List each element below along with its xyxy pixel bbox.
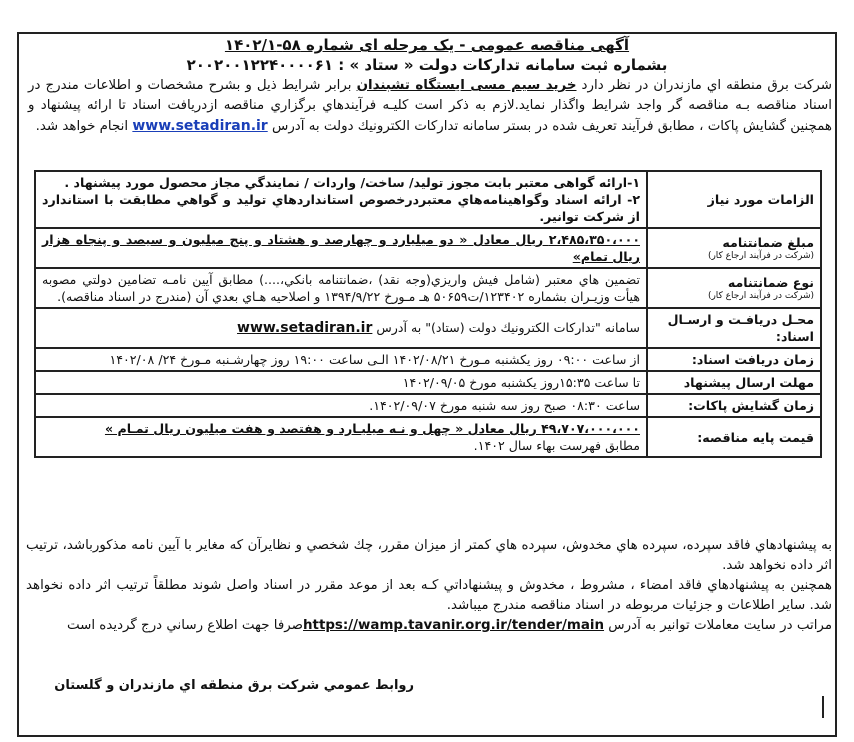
notes-section	[26, 536, 832, 636]
docs-place-text: سامانه "تدارکات الکترونيك دولت (ستاد)" به آدرس	[372, 320, 640, 335]
guarantee-type-title: نوع ضمانتنامه	[727, 275, 814, 290]
note-tavanir-text: مراتب در سايت معاملات توانير به آدرس	[604, 618, 832, 633]
requirements-label: الزامات مورد نیاز	[647, 171, 821, 228]
corner-mark	[822, 696, 824, 718]
note-tavanir	[26, 616, 832, 636]
docs-place-label: محـل دريافـت و ارسـال اسناد:	[647, 308, 821, 348]
row-guarantee-amount	[35, 228, 821, 268]
base-price-amount: ۴۹،۷۰۷،۰۰۰،۰۰۰ ریال معادل « چهل و نـه میلیـارد و هفتصد و هفت میلیون ریال تمـام »	[104, 421, 640, 436]
public-relations-signature: روابط عمومي شركت برق منطقه اي مازندران و گلستان	[54, 678, 414, 693]
notice-header	[0, 30, 854, 74]
docs-time-label: زمان دريافت اسناد:	[647, 348, 821, 371]
base-price-label: قیمت پایه مناقصه:	[647, 417, 821, 457]
deadline-value: تا ساعت ۱۵:۳۵روز يکشنبه مورخ ۱۴۰۲/۰۹/۰۵	[35, 371, 647, 394]
row-docs-time	[35, 348, 821, 371]
row-opening	[35, 394, 821, 417]
intro-text-2: برابر شرايط ذيل و بشرح مشخصات و اطلاعات مندرج در اسناد مناقصه بـه مناقصه گر واجد شرايط واگذار نمايد.لازم به ذكر است كليـه فرآيندهاي برگزاري مناقصه ازدريافت اسناد تا ارائه پيشنهاد و همچنين گشايش پاكات ، مطابق فرآيند تعريف شده در بستر سامانه تداركات الكترونيك دولت به آدرس	[28, 78, 832, 134]
deadline-label: مهلت ارسال پیشنهاد	[647, 371, 821, 394]
tavanir-link[interactable]: https://wamp.tavanir.org.ir/tender/main	[303, 618, 605, 633]
intro-paragraph	[28, 76, 832, 137]
row-docs-place	[35, 308, 821, 348]
guarantee-type-value: تضمين هاي معتبر (شامل فيش واريزي(وجه نقد) ،ضمانتنامه بانكي،....) مطابق آيين نامـه تضامين دولتي مصوبه هيأت وزيـران بشماره ۱۲۳۴۰۲/ت۵۰۶۵۹ هـ مـورخ ۱۳۹۴/۹/۲۲ و اصلاحيه هـاي بعدي آن (مندرج در اسناد مناقصه).	[35, 268, 647, 308]
docs-place-link[interactable]: www.setadiran.ir	[237, 320, 373, 336]
guarantee-amount-value: ۲،۴۸۵،۳۵۰،۰۰۰ ریال معادل « دو میلیارد و چهارصد و هشتاد و پنج میلیون و سیصد و پنجاه هزار ریال تمام»	[35, 228, 647, 268]
docs-time-value: از ساعت ۰۹:۰۰ روز يکشنبه مـورخ ۱۴۰۲/۰۸/۲۱ الـی ساعت ۱۹:۰۰ روز چهارشـنبه مـورخ ۲۴/ ۱۴۰۲/۰۸	[35, 348, 647, 371]
note-deposit: به پيشنهادهاي فاقد سپرده، سپرده هاي مخدوش، سپرده هاي كمتر از ميزان مقرر، چك شخصي و نظايرآن كه مغاير با آيين نامه مذكورباشد، ترتيب اثر داده نخواهد شد.	[26, 538, 832, 573]
tender-details-table	[34, 170, 822, 458]
docs-place-value	[35, 308, 647, 348]
row-base-price	[35, 417, 821, 457]
guarantee-type-label	[647, 268, 821, 308]
requirement-1: ۱-ارائه گواهی معتبر بابت مجوز تولید/ ساخت/ واردات / نمایندگي مجاز محصول مورد پیشنهاد .	[64, 175, 640, 190]
guarantee-type-note: (شرکت در فرآیند ارجاع کار)	[707, 291, 814, 301]
note-signature: همچنين به پيشنهادهاي فاقد امضاء ، مشروط ، مخدوش و پيشنهاداتي كـه بعد از موعد مقرر در اسناد واصل شوند مطلقاً ترتيب اثر داده نخواهد شد. ساير اطلاعات و جزئيات مربوطه در اسناد مناقصه مندرج ميباشد.	[26, 578, 832, 613]
opening-value: ساعت ۰۸:۳۰ صبح روز سه شنبه مورخ ۱۴۰۲/۰۹/۰۷.	[35, 394, 647, 417]
guarantee-amount-label	[647, 228, 821, 268]
guarantee-amount-title: مبلغ ضمانتنامه	[722, 235, 814, 250]
registration-number: بشماره ثبت سامانه تدارکات دولت « ستاد » : ۲۰۰۲۰۰۱۲۲۴۰۰۰۰۶۱	[186, 56, 668, 74]
base-price-note: مطابق فهرست بهاء سال ۱۴۰۲.	[473, 438, 640, 453]
intro-text-3: انجام خواهد شد.	[35, 119, 133, 134]
notice-title: آگهی مناقصه عمومی - یک مرحله ای شماره ۵۸-۱۴۰۲/۱	[224, 36, 630, 54]
row-guarantee-type	[35, 268, 821, 308]
guarantee-amount-note: (شرکت در فرآیند ارجاع کار)	[707, 251, 814, 261]
setad-link[interactable]: www.setadiran.ir	[132, 118, 268, 134]
note-tavanir-post: صرفا جهت اطلاع رساني درج گرديده است	[66, 618, 304, 633]
base-price-value	[35, 417, 647, 457]
opening-label: زمان گشايش پاكات:	[647, 394, 821, 417]
row-requirements	[35, 171, 821, 228]
tender-subject: خرید سیم مسی ایستگاه تشبندان	[356, 78, 577, 93]
intro-text-1: شرکت برق منطقه اي مازندران در نظر دارد	[576, 78, 833, 93]
row-deadline	[35, 371, 821, 394]
requirements-value	[35, 171, 647, 228]
requirement-2: ۲- ارائه اسناد وگواهینامه‌هاي معتبردرخصوص استانداردهاي تولید و گواهي مطابقت با استاندارد از شرکت توانیر.	[42, 192, 640, 224]
